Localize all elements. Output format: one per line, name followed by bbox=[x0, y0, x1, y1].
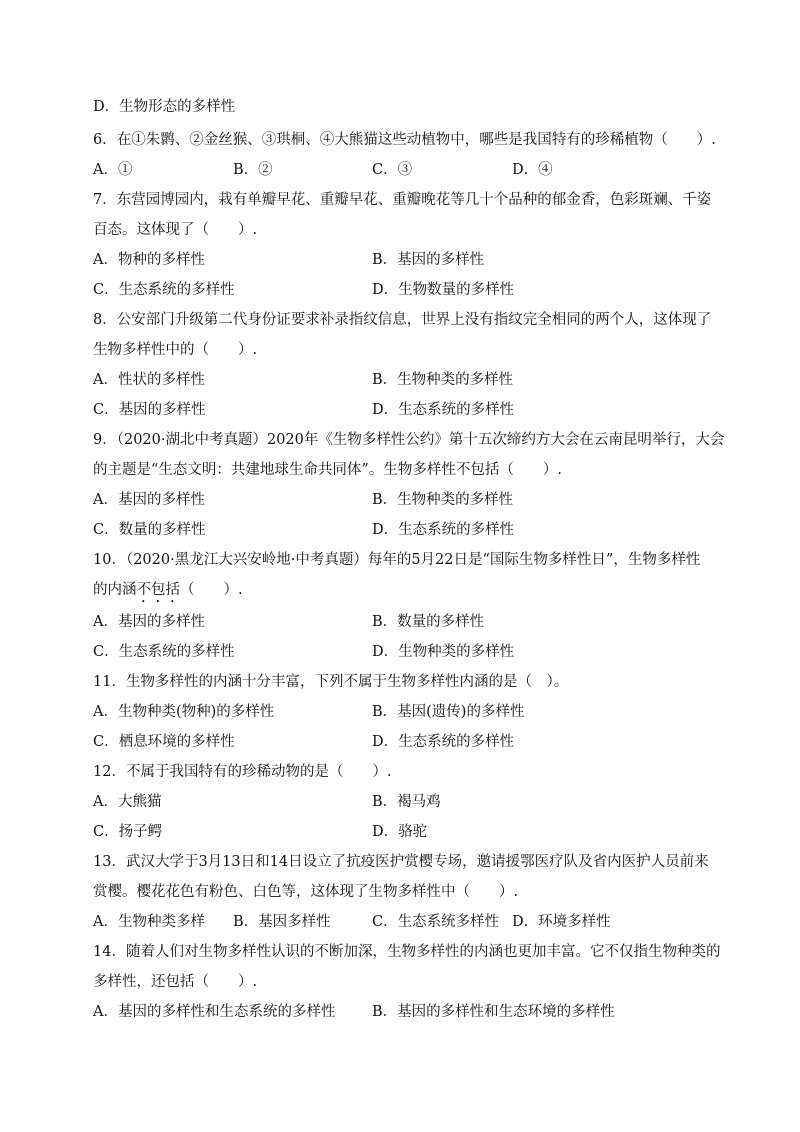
q8-option-a: A．性状的多样性 bbox=[93, 372, 205, 388]
q7-option-c: C．生态系统的多样性 bbox=[93, 282, 235, 298]
q12-stem: 12．不属于我国特有的珍稀动物的是（ ）. bbox=[93, 764, 392, 780]
q8-option-c: C．基因的多样性 bbox=[93, 402, 206, 418]
q13-option-c: C．生态系统多样性 bbox=[372, 914, 500, 930]
q13-stem-line2: 赏樱。樱花花色有粉色、白色等，这体现了生物多样性中（ ）. bbox=[93, 884, 519, 900]
q14-option-b: B．基因的多样性和生态环境的多样性 bbox=[372, 1004, 615, 1020]
q5-option-d: D．生物形态的多样性 bbox=[93, 99, 236, 115]
q13-option-d: D．环境多样性 bbox=[512, 914, 611, 930]
q9-option-a: A．基因的多样性 bbox=[93, 492, 205, 508]
q7-option-a: A．物种的多样性 bbox=[93, 252, 205, 268]
q13-stem-line1: 13．武汉大学于3月13日和14日设立了抗疫医护赏樱专场，邀请援鄂医疗队及省内医护人员前来 bbox=[93, 854, 709, 870]
q7-stem-line2: 百态。这体现了（ ）. bbox=[93, 222, 258, 238]
q10-option-d: D．生物种类的多样性 bbox=[372, 644, 515, 660]
q10-stem-prefix: 的内涵 bbox=[93, 582, 137, 598]
q11-option-b: B．基因(遗传)的多样性 bbox=[372, 704, 525, 720]
q13-option-a: A．生物种类多样 bbox=[93, 914, 205, 930]
q9-stem-line2: 的主题是“生态文明：共建地球生命共同体”。生物多样性不包括（ ）. bbox=[93, 462, 562, 478]
q10-emphasis-text: 不包括 bbox=[136, 582, 180, 598]
q9-stem-line1: 9．（2020·湖北中考真题）2020年《生物多样性公约》第十五次缔约方大会在云南昆明举行，大会 bbox=[93, 432, 725, 448]
q12-option-d: D．骆驼 bbox=[372, 824, 428, 840]
q13-option-b: B．基因多样性 bbox=[233, 914, 331, 930]
q8-stem-line1: 8．公安部门升级第二代身份证要求补录指纹信息，世界上没有指纹完全相同的两个人，这体现了 bbox=[93, 312, 712, 328]
q12-option-a: A．大熊猫 bbox=[93, 794, 162, 810]
q10-option-a: A．基因的多样性 bbox=[93, 614, 205, 630]
q6-option-d: D．④ bbox=[512, 162, 553, 178]
q12-option-c: C．扬子鳄 bbox=[93, 824, 163, 840]
q7-stem-line1: 7．东营园博园内，栽有单瓣早花、重瓣早花、重瓣晚花等几十个品种的郁金香，色彩斑斓、千姿 bbox=[93, 192, 712, 208]
q8-stem-line2: 生物多样性中的（ ）. bbox=[93, 342, 258, 358]
q11-option-a: A．生物种类(物种)的多样性 bbox=[93, 704, 275, 720]
q9-option-c: C．数量的多样性 bbox=[93, 522, 206, 538]
q7-option-d: D．生物数量的多样性 bbox=[372, 282, 515, 298]
q14-stem-line2: 多样性，还包括（ ）. bbox=[93, 974, 258, 990]
q6-option-b: B．② bbox=[233, 162, 273, 178]
q8-option-d: D．生态系统的多样性 bbox=[372, 402, 515, 418]
q11-option-c: C．栖息环境的多样性 bbox=[93, 734, 235, 750]
q9-option-b: B．生物种类的多样性 bbox=[372, 492, 514, 508]
q6-option-a: A．① bbox=[93, 162, 133, 178]
q14-option-a: A．基因的多样性和生态系统的多样性 bbox=[93, 1004, 336, 1020]
q10-option-c: C．生态系统的多样性 bbox=[93, 644, 235, 660]
q12-option-b: B．褐马鸡 bbox=[372, 794, 441, 810]
q9-option-d: D．生态系统的多样性 bbox=[372, 522, 515, 538]
q10-option-b: B．数量的多样性 bbox=[372, 614, 485, 630]
q10-stem-suffix: （ ）. bbox=[180, 582, 243, 598]
q6-stem: 6．在①朱鹮、②金丝猴、③珙桐、④大熊猫这些动植物中，哪些是我国特有的珍稀植物（ ）. bbox=[93, 132, 716, 148]
q7-option-b: B．基因的多样性 bbox=[372, 252, 485, 268]
q11-option-d: D．生态系统的多样性 bbox=[372, 734, 515, 750]
q8-option-b: B．生物种类的多样性 bbox=[372, 372, 514, 388]
q6-option-c: C．③ bbox=[372, 162, 413, 178]
q10-stem-line2 bbox=[93, 578, 243, 606]
q11-stem: 11．生物多样性的内涵十分丰富，下列不属于生物多样性内涵的是（ ）。 bbox=[93, 674, 569, 690]
q14-stem-line1: 14．随着人们对生物多样性认识的不断加深，生物多样性的内涵也更加丰富。它不仅指生物种类的 bbox=[93, 944, 721, 960]
q10-stem-line1: 10．（2020·黑龙江大兴安岭地·中考真题）每年的5月22日是“国际生物多样性日”，生物多样性 bbox=[93, 552, 701, 568]
